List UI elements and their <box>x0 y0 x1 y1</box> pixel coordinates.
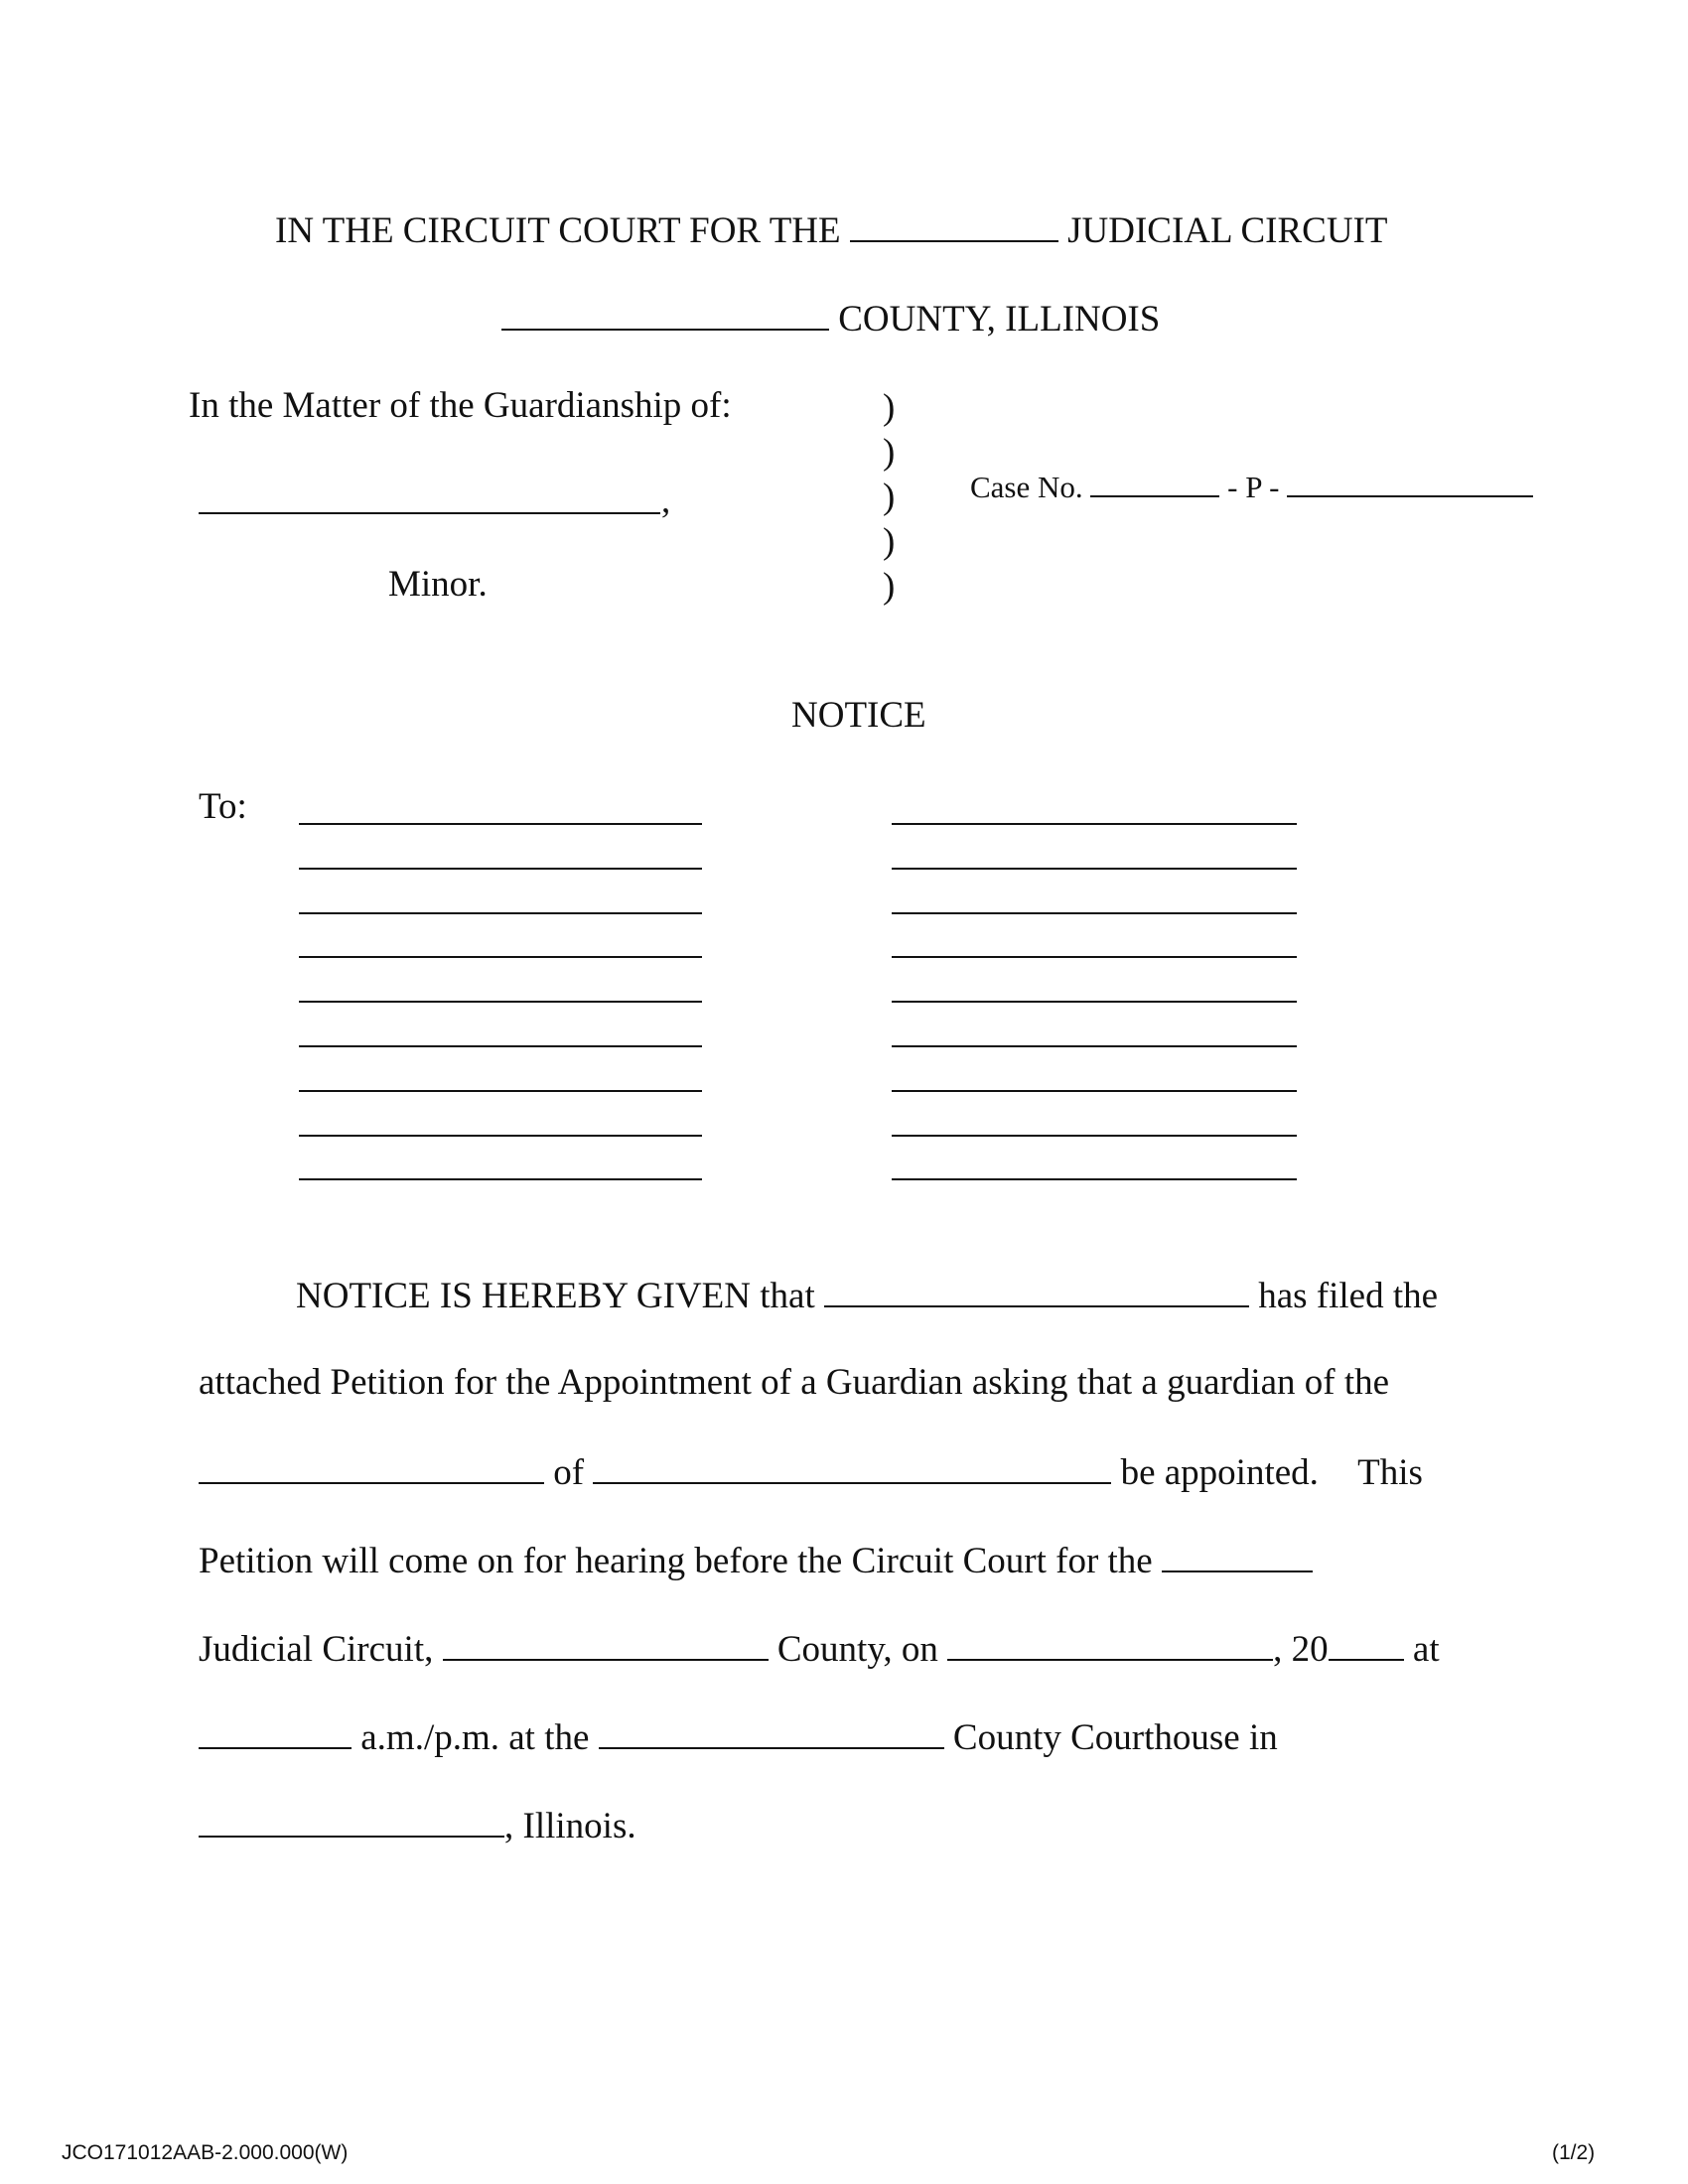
caption-paren: ) <box>883 387 896 428</box>
county-state-label: COUNTY, ILLINOIS <box>838 299 1161 340</box>
caption-paren: ) <box>883 521 896 562</box>
caption-paren: ) <box>883 566 896 607</box>
this-text: This <box>1357 1452 1423 1493</box>
case-sequence-blank[interactable] <box>1287 472 1533 497</box>
courthouse-text: County Courthouse in <box>952 1717 1278 1758</box>
judicial-circuit-text: Judicial Circuit, <box>199 1629 434 1670</box>
recipient-line-left[interactable] <box>299 1135 702 1137</box>
recipient-line-left[interactable] <box>299 956 702 958</box>
ward-name-body-blank[interactable] <box>593 1452 1111 1484</box>
courthouse-county-blank[interactable] <box>599 1717 944 1749</box>
case-no-label: Case No. <box>970 470 1083 504</box>
recipient-line-right[interactable] <box>892 823 1297 825</box>
illinois-text: , Illinois. <box>504 1806 636 1846</box>
form-id: JCO171012AAB-2.000.000(W) <box>62 2141 349 2164</box>
year-prefix-text: , 20 <box>1273 1629 1329 1670</box>
court-header-line1 <box>275 210 1387 249</box>
county-name-blank[interactable] <box>501 299 829 331</box>
recipient-line-left[interactable] <box>299 1178 702 1180</box>
court-header-line2 <box>501 299 1160 338</box>
county-on-text: County, on <box>776 1629 938 1670</box>
recipient-line-right[interactable] <box>892 1178 1297 1180</box>
recipient-line-left[interactable] <box>299 823 702 825</box>
minor-label: Minor. <box>388 564 488 605</box>
recipient-line-right[interactable] <box>892 956 1297 958</box>
notice-title: NOTICE <box>791 695 926 736</box>
body-line-5 <box>199 1629 1440 1668</box>
guardian-type-blank[interactable] <box>199 1452 544 1484</box>
circuit-number-blank[interactable] <box>850 210 1058 242</box>
ward-name-comma: , <box>661 480 671 521</box>
hearing-text: Petition will come on for hearing before the Circuit Court for the <box>199 1541 1153 1581</box>
recipient-line-left[interactable] <box>299 1090 702 1092</box>
court-header-suffix: JUDICIAL CIRCUIT <box>1067 210 1388 251</box>
am-pm-text: a.m./p.m. at the <box>360 1717 590 1758</box>
hearing-time-blank[interactable] <box>199 1717 352 1749</box>
recipient-line-right[interactable] <box>892 1001 1297 1003</box>
recipient-line-right[interactable] <box>892 868 1297 870</box>
body-line-7 <box>199 1806 636 1844</box>
page-indicator: (1/2) <box>1552 2141 1596 2164</box>
has-filed-text: has filed the <box>1258 1276 1439 1316</box>
caption-paren: ) <box>883 432 896 473</box>
case-number-row <box>970 470 1533 505</box>
body-line-4 <box>199 1541 1313 1579</box>
body-line-1 <box>296 1276 1438 1314</box>
ward-name-blank[interactable] <box>199 512 660 514</box>
recipient-line-left[interactable] <box>299 868 702 870</box>
hearing-date-blank[interactable] <box>947 1629 1273 1661</box>
body-line-3 <box>199 1452 1423 1491</box>
case-year-blank[interactable] <box>1090 472 1219 497</box>
to-label: To: <box>199 786 247 827</box>
caption-paren: ) <box>883 477 896 517</box>
hearing-county-blank[interactable] <box>443 1629 769 1661</box>
recipient-line-left[interactable] <box>299 1001 702 1003</box>
notice-given-text: NOTICE IS HEREBY GIVEN that <box>296 1276 815 1316</box>
petitioner-name-blank[interactable] <box>824 1276 1249 1307</box>
be-appointed-text: be appointed. <box>1120 1452 1319 1493</box>
body-line-6 <box>199 1717 1278 1756</box>
hearing-year-blank[interactable] <box>1329 1629 1404 1661</box>
recipient-line-right[interactable] <box>892 1090 1297 1092</box>
recipient-line-right[interactable] <box>892 912 1297 914</box>
hearing-circuit-blank[interactable] <box>1162 1541 1313 1572</box>
recipient-line-left[interactable] <box>299 912 702 914</box>
of-text: of <box>553 1452 585 1493</box>
at-text: at <box>1412 1629 1440 1670</box>
courthouse-city-blank[interactable] <box>199 1806 504 1838</box>
case-type-separator: - P - <box>1227 470 1280 504</box>
matter-label: In the Matter of the Guardianship of: <box>189 385 732 426</box>
recipient-line-left[interactable] <box>299 1045 702 1047</box>
recipient-line-right[interactable] <box>892 1135 1297 1137</box>
recipient-line-right[interactable] <box>892 1045 1297 1047</box>
court-header-prefix: IN THE CIRCUIT COURT FOR THE <box>275 210 841 251</box>
body-line-2: attached Petition for the Appointment of a Guardian asking that a guardian of the <box>199 1362 1390 1403</box>
